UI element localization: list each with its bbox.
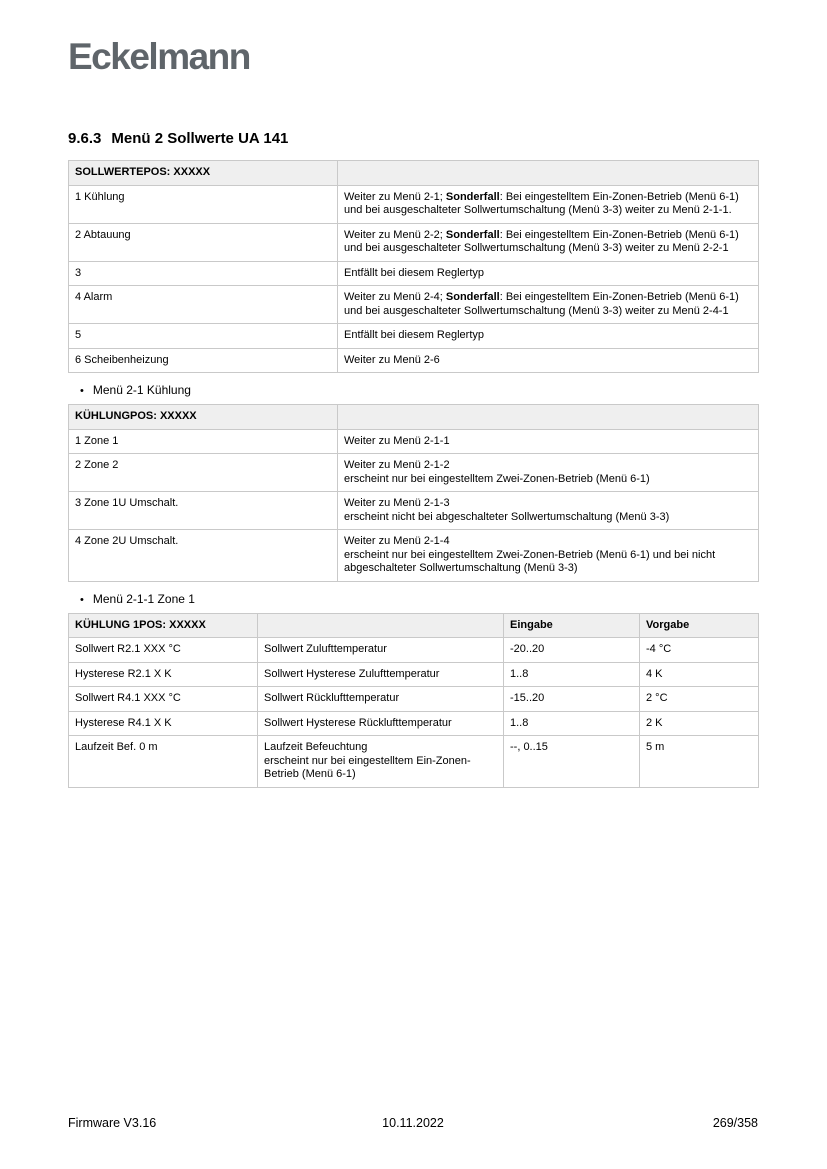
description-bold: Sonderfall [445, 228, 500, 241]
cell-eingabe: 1..8 [504, 711, 640, 736]
table-row-sollwert-r21 [69, 638, 759, 663]
table-header-row [69, 161, 759, 186]
cell-menu-item: 1 Zone 1 [69, 429, 338, 454]
bullet-item-menu-2-1-1 [68, 592, 758, 606]
cell-description [258, 687, 504, 712]
cell-parameter: Sollwert R2.1 XXX °C [69, 638, 258, 663]
cell-parameter: Hysterese R4.1 X K [69, 711, 258, 736]
table-row-zone-1u [69, 492, 759, 530]
cell-vorgabe: -4 °C [640, 638, 759, 663]
page-footer [68, 1116, 758, 1132]
table-row-5 [69, 324, 759, 349]
header-cell-sollwertepos: SOLLWERTEPOS: XXXXX [69, 161, 338, 186]
description-text: Weiter zu Menü 2-1; [344, 190, 446, 203]
section-number: 9.6.3 [68, 130, 102, 147]
cell-parameter: Sollwert R4.1 XXX °C [69, 687, 258, 712]
eckelmann-logo: Eckelmann [68, 36, 250, 77]
cell-eingabe: -20..20 [504, 638, 640, 663]
kuehlung-menu-table [68, 404, 759, 582]
cell-vorgabe: 4 K [640, 662, 759, 687]
table-header-row [69, 613, 759, 638]
bullet-item-menu-2-1 [68, 383, 758, 397]
description-line: Weiter zu Menü 2-1-3 [344, 497, 450, 509]
cell-description [338, 185, 759, 223]
description-line: Sollwert Hysterese Zulufttemperatur [264, 667, 440, 680]
description-text: : Bei eingestelltem Ein-Zonen-Betrieb (Menü 6-1) und bei ausgeschalteter Sollwertumschaltung (Menü 3-3) weiter zu Menü 2-2-1 [344, 228, 739, 254]
cell-menu-item: 4 Alarm [69, 286, 338, 324]
header-cell-empty [258, 613, 504, 638]
bullet-label: Menü 2-1-1 Zone 1 [92, 591, 195, 606]
footer-date: 10.11.2022 [382, 1116, 444, 1130]
cell-description [258, 736, 504, 788]
description-line: erscheint nur bei eingestelltem Ein-Zonen-Betrieb (Menü 6-1) [264, 754, 471, 780]
table-row-kuehlung [69, 185, 759, 223]
description-bold: Sonderfall [445, 291, 500, 303]
cell-description [258, 711, 504, 736]
description-line: Sollwert Rücklufttemperatur [264, 692, 400, 704]
description-line: Sollwert Zulufttemperatur [264, 643, 387, 655]
description-line: Laufzeit Befeuchtung [264, 741, 368, 753]
table-row-3 [69, 261, 759, 286]
description-bold: Sonderfall [445, 190, 500, 203]
cell-vorgabe: 5 m [640, 736, 759, 788]
cell-description [338, 286, 759, 324]
header-cell-empty [338, 405, 759, 430]
cell-eingabe: -15..20 [504, 687, 640, 712]
cell-description [258, 638, 504, 663]
table-row-zone-2 [69, 454, 759, 492]
zone1-parameters-table [68, 613, 759, 788]
description-text: : Bei eingestelltem Ein-Zonen-Betrieb (Menü 6-1) und bei ausgeschalteter Sollwertumschaltung (Menü 3-3) weiter zu Menü 2-4-1 [344, 291, 739, 317]
cell-vorgabe: 2 K [640, 711, 759, 736]
description-line: Weiter zu Menü 2-1-2 [344, 459, 450, 471]
cell-menu-item: 6 Scheibenheizung [69, 348, 338, 373]
section-title: Menü 2 Sollwerte UA 141 [111, 130, 289, 147]
description-text: Weiter zu Menü 2-2; [344, 228, 446, 241]
table-row-alarm [69, 286, 759, 324]
header-cell-kuehlung1pos: KÜHLUNG 1POS: XXXXX [69, 613, 258, 638]
table-header-row [69, 405, 759, 430]
cell-description [338, 530, 759, 582]
table-row-zone-2u [69, 530, 759, 582]
bullet-label: Menü 2-1 Kühlung [92, 383, 191, 397]
table-row-zone-1 [69, 429, 759, 454]
cell-menu-item: 3 [69, 261, 338, 286]
description-line: Weiter zu Menü 2-1-4 [344, 535, 450, 547]
cell-menu-item: 5 [69, 324, 338, 349]
cell-menu-item: 3 Zone 1U Umschalt. [69, 492, 338, 530]
table-row-scheibenheizung [69, 348, 759, 373]
cell-description [258, 662, 504, 687]
description-line: Weiter zu Menü 2-1-1 [344, 434, 450, 447]
bullet-icon: • [80, 385, 84, 397]
page-content [68, 0, 758, 788]
header-cell-kuehlungpos: KÜHLUNGPOS: XXXXX [69, 405, 338, 430]
section-heading [68, 130, 758, 147]
table-row-hysterese-r21 [69, 662, 759, 687]
description-line: erscheint nicht bei abgeschalteter Sollwertumschaltung (Menü 3-3) [344, 510, 670, 523]
cell-vorgabe: 2 °C [640, 687, 759, 712]
table-row-laufzeit-bef [69, 736, 759, 788]
footer-firmware-version: Firmware V3.16 [68, 1116, 157, 1130]
cell-description [338, 223, 759, 261]
footer-page-number: 269/358 [712, 1116, 758, 1130]
cell-menu-item: 4 Zone 2U Umschalt. [69, 530, 338, 582]
cell-eingabe: --, 0..15 [504, 736, 640, 788]
cell-eingabe: 1..8 [504, 662, 640, 687]
description-line: erscheint nur bei eingestelltem Zwei-Zonen-Betrieb (Menü 6-1) [344, 472, 650, 485]
cell-description: Entfällt bei diesem Reglertyp [338, 261, 759, 286]
table-row-hysterese-r41 [69, 711, 759, 736]
sollwerte-menu-table [68, 160, 759, 373]
description-line: erscheint nur bei eingestelltem Zwei-Zonen-Betrieb (Menü 6-1) und bei nicht abgeschalteter Sollwertumschaltung (Menü 3-3) [344, 548, 716, 574]
table-row-abtauung [69, 223, 759, 261]
description-line: Sollwert Hysterese Rücklufttemperatur [264, 716, 452, 729]
table-row-sollwert-r41 [69, 687, 759, 712]
cell-description: Entfällt bei diesem Reglertyp [338, 324, 759, 349]
description-text: : Bei eingestelltem Ein-Zonen-Betrieb (Menü 6-1) und bei ausgeschalteter Sollwertumschaltung (Menü 3-3) weiter zu Menü 2-1-1. [344, 190, 739, 216]
cell-menu-item: 2 Abtauung [69, 223, 338, 261]
cell-parameter: Laufzeit Bef. 0 m [69, 736, 258, 788]
header-cell-eingabe: Eingabe [504, 613, 640, 638]
cell-description: Weiter zu Menü 2-6 [338, 348, 759, 373]
description-text: Weiter zu Menü 2-4; [344, 291, 446, 303]
cell-description [338, 429, 759, 454]
cell-menu-item: 2 Zone 2 [69, 454, 338, 492]
cell-description [338, 454, 759, 492]
cell-parameter: Hysterese R2.1 X K [69, 662, 258, 687]
cell-menu-item: 1 Kühlung [69, 185, 338, 223]
cell-description [338, 492, 759, 530]
header-cell-empty [338, 161, 759, 186]
header-cell-vorgabe: Vorgabe [640, 613, 759, 638]
bullet-icon: • [80, 593, 84, 606]
